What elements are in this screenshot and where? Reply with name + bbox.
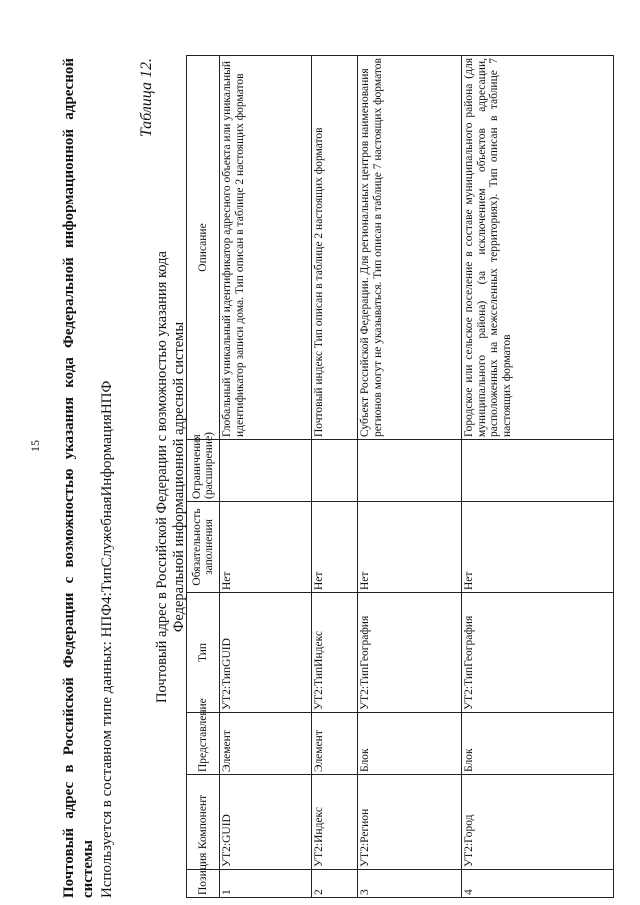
cell-restriction [462,440,614,502]
table-row [312,56,358,898]
caption-line-2: Федеральной информационной адресной системы [171,321,187,633]
cell-type: УТ2:ТипГеография [462,593,614,713]
cell-representation: Блок [462,713,614,775]
page-number: 15 [28,440,42,452]
cell-representation: Элемент [312,713,358,775]
section-title: Почтовый адрес в Российской Федерации с возможностью указания кода Федеральной информационной адресной системы [61,58,96,898]
cell-description: Глобальный уникальный идентификатор адресного объекта или уникальный идентификатор записи дома. Тип описан в таблице 2 настоящих форматов [220,56,312,440]
caption-line-1: Почтовый адрес в Российской Федерации с возможностью указания кода [154,251,170,703]
cell-required: Нет [312,502,358,593]
cell-restriction [312,440,358,502]
section-heading [60,58,117,898]
table-number: Таблица 12. [138,58,155,138]
cell-required: Нет [358,502,462,593]
cell-representation: Блок [358,713,462,775]
cell-description: Городское или сельское поселение в составе муниципального района (для муниципального района) (за исключением объектов адресации, расположенных на межселенных территориях). Тип описан в таблице 7 настоящих форматов [462,56,614,440]
cell-type: УТ2:ТипГеография [358,593,462,713]
table-row [358,56,462,898]
cell-restriction [220,440,312,502]
cell-position: 3 [358,870,462,898]
cell-required: Нет [462,502,614,593]
cell-type: УТ2:ТипИндекс [312,593,358,713]
header-component: Компонент [187,775,220,870]
rotated-page-content [60,56,630,898]
header-restriction: Ограничения (расширение) [187,440,220,502]
cell-position: 4 [462,870,614,898]
table-header-row [187,56,220,898]
cell-component: УТ2:GUID [220,775,312,870]
cell-type: УТ2:ТипGUID [220,593,312,713]
cell-description: Почтовый индекс Тип описан в таблице 2 настоящих форматов [312,56,358,440]
cell-restriction [358,440,462,502]
table-caption [154,56,188,898]
components-table [186,55,614,898]
header-required: Обязательность заполнения [187,502,220,593]
cell-position: 2 [312,870,358,898]
usage-note: Используется в составном типе данных: НПФ4:ТипСлужебнаяИнформацияНПФ [99,380,115,898]
header-description: Описание [187,56,220,440]
header-representation: Представление [187,713,220,775]
cell-component: УТ2:Регион [358,775,462,870]
table-row [462,56,614,898]
header-type: Тип [187,593,220,713]
table-row [220,56,312,898]
cell-position: 1 [220,870,312,898]
cell-representation: Элемент [220,713,312,775]
header-position: Позиция [187,870,220,898]
cell-component: УТ2:Индекс [312,775,358,870]
cell-description: Субъект Российской Федерации. Для региональных центров наименования регионов могут не указываться. Тип описан в таблице 7 настоящих форматов [358,56,462,440]
cell-component: УТ2:Город [462,775,614,870]
cell-required: Нет [220,502,312,593]
